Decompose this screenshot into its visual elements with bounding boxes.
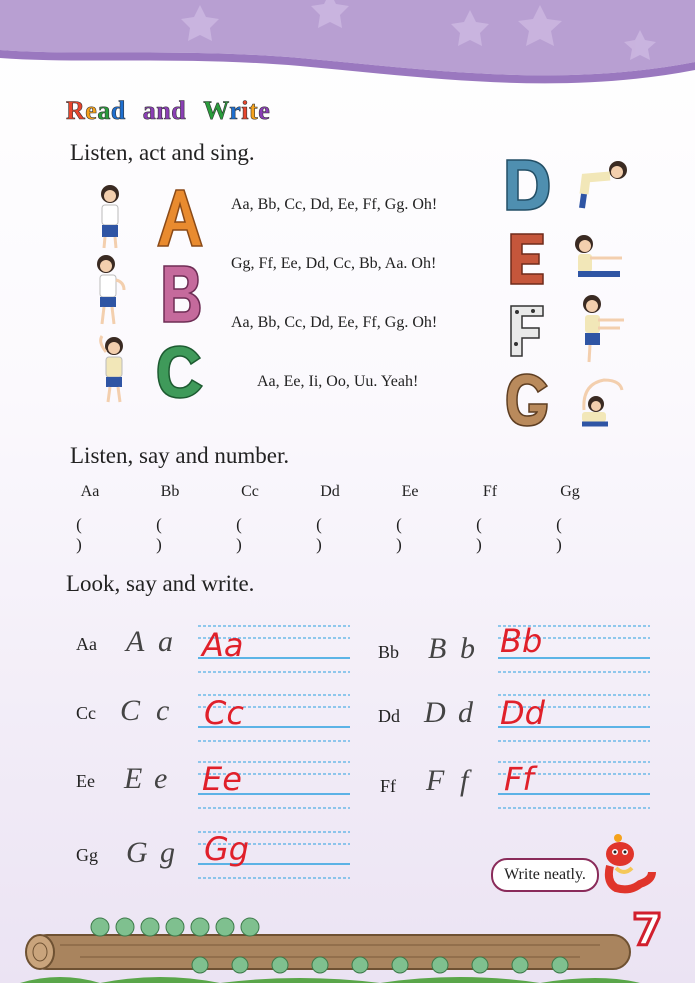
- section2-heading: Listen, say and number.: [70, 443, 290, 468]
- girl-figure-5: [570, 232, 628, 282]
- write-label-cc: Cc: [76, 703, 96, 723]
- number-letter-ff: Ff: [482, 483, 498, 500]
- write-label-gg: Gg: [76, 845, 98, 865]
- chant-line-2: Gg, Ff, Ee, Dd, Cc, Bb, Aa. Oh!: [231, 255, 437, 272]
- write-label-aa: Aa: [76, 634, 97, 654]
- trace-upper-a: A: [126, 625, 145, 658]
- answer-blank-bb[interactable]: ( ): [156, 515, 184, 554]
- number-letter-aa: Aa: [80, 483, 100, 500]
- written-ff: Ff: [504, 760, 534, 798]
- write-label-dd: Dd: [378, 706, 400, 726]
- chant-line-3: Aa, Bb, Cc, Dd, Ee, Ff, Gg. Oh!: [231, 314, 438, 331]
- girl-figure-1: [92, 184, 128, 250]
- section3-heading: Look, say and write.: [66, 571, 255, 596]
- title-word-and: and: [142, 96, 187, 125]
- letter-a-animal: [154, 186, 204, 248]
- letter-f-animal: [507, 304, 547, 358]
- girl-figure-2: [92, 254, 128, 326]
- write-label-ee: Ee: [76, 771, 95, 791]
- number-letter-gg: Gg: [560, 483, 580, 500]
- page-number: 7: [632, 905, 663, 956]
- dragon-mascot-icon: [596, 832, 656, 894]
- girl-figure-7: [574, 374, 626, 430]
- number-letter-dd: Dd: [320, 483, 340, 500]
- title-word-write: Write: [203, 96, 271, 125]
- trace-upper-c: C: [120, 694, 141, 727]
- write-label-ff: Ff: [380, 776, 397, 796]
- trace-lower-e: e: [154, 762, 168, 795]
- page-title: [66, 96, 280, 126]
- answer-blank-gg[interactable]: ( ): [556, 515, 584, 554]
- trace-lower-c: c: [156, 694, 170, 727]
- top-banner: [0, 0, 695, 95]
- trace-upper-d: D: [424, 696, 446, 729]
- trace-lower-a: a: [158, 625, 173, 658]
- trace-upper-g: G: [126, 836, 148, 869]
- written-aa: Aa: [202, 626, 244, 664]
- letter-g-animal: [503, 372, 551, 428]
- letter-d-animal: [503, 158, 551, 212]
- girl-figure-4: [572, 158, 628, 210]
- trace-lower-b: b: [460, 632, 475, 665]
- letter-b-animal: [160, 264, 202, 324]
- letter-c-animal: [154, 344, 206, 400]
- answer-blank-dd[interactable]: ( ): [316, 515, 344, 554]
- number-letter-bb: Bb: [160, 483, 180, 500]
- answer-blank-ff[interactable]: ( ): [476, 515, 504, 554]
- chant-line-4: Aa, Ee, Ii, Oo, Uu. Yeah!: [257, 373, 419, 390]
- written-bb: Bb: [500, 622, 543, 660]
- number-letter-ee: Ee: [401, 483, 419, 500]
- letter-e-animal: [507, 232, 547, 286]
- girl-figure-6: [576, 294, 628, 364]
- written-ee: Ee: [202, 760, 242, 798]
- chant-line-1: Aa, Bb, Cc, Dd, Ee, Ff, Gg. Oh!: [231, 196, 438, 213]
- answer-blank-cc[interactable]: ( ): [236, 515, 264, 554]
- bottom-log-decoration: [0, 905, 640, 983]
- written-cc: Cc: [204, 694, 244, 732]
- answer-blank-aa[interactable]: ( ): [76, 515, 104, 554]
- number-letter-cc: Cc: [241, 483, 259, 500]
- tip-bubble: Write neatly.: [491, 858, 599, 892]
- trace-upper-e: E: [124, 762, 143, 795]
- trace-lower-d: d: [458, 696, 473, 729]
- written-gg: Gg: [204, 830, 250, 868]
- write-label-bb: Bb: [378, 642, 400, 662]
- girl-figure-3: [92, 334, 132, 404]
- written-dd: Dd: [500, 694, 545, 732]
- trace-lower-g: g: [160, 836, 175, 869]
- trace-upper-f: F: [426, 764, 445, 797]
- answer-blank-ee[interactable]: ( ): [396, 515, 424, 554]
- title-word-read: Read: [66, 96, 126, 125]
- trace-upper-b: B: [428, 632, 447, 665]
- trace-lower-f: f: [460, 764, 469, 797]
- section1-heading: Listen, act and sing.: [70, 140, 255, 165]
